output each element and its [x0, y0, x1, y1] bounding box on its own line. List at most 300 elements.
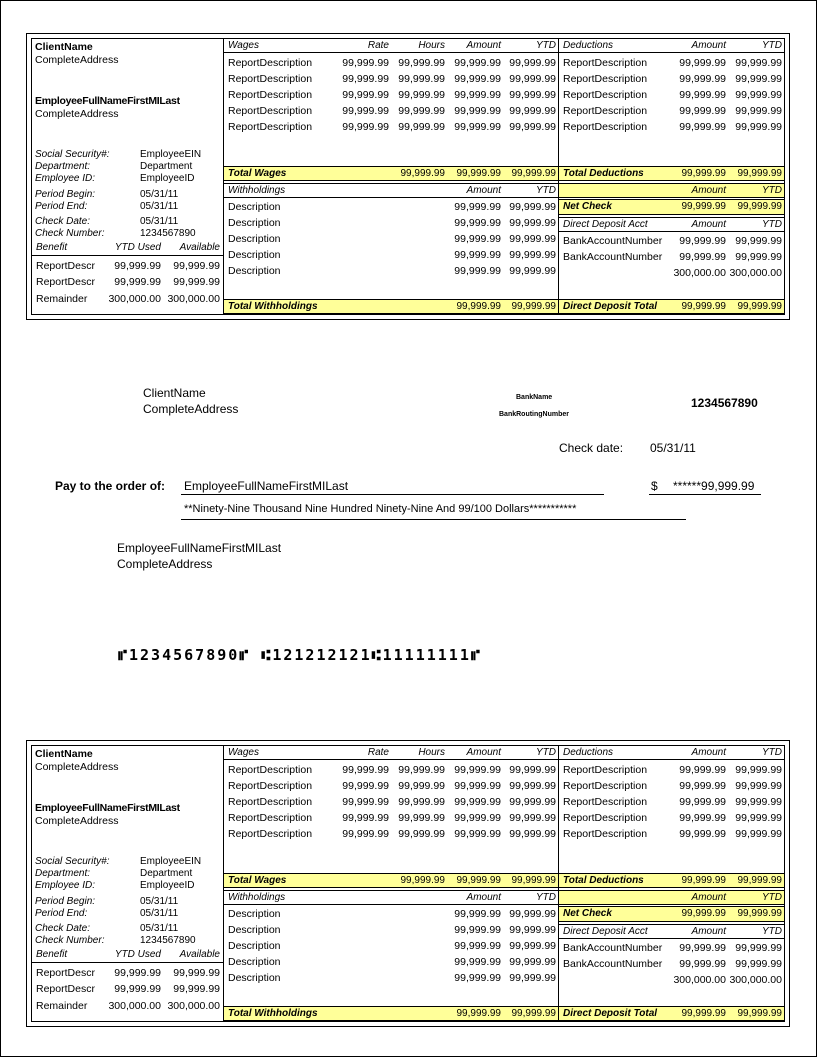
- total-withholdings-label: Total Withholdings: [228, 1008, 318, 1019]
- cell-ytd: 99,999.99: [509, 57, 556, 69]
- cell-hours: 99,999.99: [398, 105, 445, 117]
- cell-amount: 99,999.99: [679, 251, 726, 263]
- net-check-row: [559, 906, 784, 922]
- cell-ytd: 99,999.99: [735, 812, 782, 824]
- net-check-header: [559, 183, 784, 198]
- total-withholdings-ytd: 99,999.99: [511, 1008, 556, 1019]
- dollar-sign: $: [651, 479, 658, 493]
- table-row: [224, 55, 558, 71]
- table-row: [559, 762, 784, 778]
- wages-ytd-header: YTD: [536, 40, 556, 51]
- total-withholdings-ytd: 99,999.99: [511, 301, 556, 312]
- cell-rate: 99,999.99: [342, 73, 389, 85]
- cell-ytd: 99,999.99: [509, 89, 556, 101]
- total-deductions-ytd: 99,999.99: [737, 168, 782, 179]
- table-row: [224, 778, 558, 794]
- cell-rate: 99,999.99: [342, 57, 389, 69]
- cell-desc: Description: [228, 217, 281, 229]
- table-row: [224, 263, 558, 279]
- wages-title: Wages: [228, 40, 259, 51]
- wages-rate-header: Rate: [367, 40, 389, 51]
- cell-desc: BankAccountNumber: [563, 958, 663, 970]
- mail-employee-name: EmployeeFullNameFirstMILast: [117, 541, 282, 555]
- cell-hours: 99,999.99: [398, 796, 445, 808]
- cell-amount: 99,999.99: [679, 121, 726, 133]
- table-row: [224, 906, 558, 922]
- cell-rate: 99,999.99: [342, 828, 389, 840]
- benefit-header-available: Available: [179, 949, 220, 960]
- pay-stub-inner: [31, 38, 785, 315]
- deductions-header: [559, 746, 784, 760]
- total-withholdings-amount: 99,999.99: [456, 1008, 501, 1019]
- cell-ytd: 99,999.99: [735, 942, 782, 954]
- direct-deposit-ytd-header: YTD: [762, 219, 782, 230]
- total-withholdings-row: [224, 1006, 558, 1021]
- direct-deposit-total-ytd: 99,999.99: [737, 301, 782, 312]
- table-row: [559, 265, 784, 281]
- cell-amount: 300,000.00: [673, 974, 726, 986]
- cell-ytd: 99,999.99: [509, 249, 556, 261]
- cell-hours: 99,999.99: [398, 780, 445, 792]
- benefit-name: ReportDescr: [36, 983, 95, 995]
- cell-desc: ReportDescription: [228, 57, 313, 69]
- cell-amount: 99,999.99: [454, 233, 501, 245]
- direct-deposit-title: Direct Deposit Acct: [563, 219, 648, 230]
- cell-rate: 99,999.99: [342, 89, 389, 101]
- net-check-ytd-header: YTD: [762, 185, 782, 196]
- pay-stub: [26, 740, 790, 1027]
- employee-info-column: [32, 746, 224, 1021]
- cell-amount: 99,999.99: [454, 105, 501, 117]
- cell-amount: 99,999.99: [454, 57, 501, 69]
- deductions-ytd-header: YTD: [762, 40, 782, 51]
- cell-desc: Description: [228, 201, 281, 213]
- cell-amount: 99,999.99: [454, 121, 501, 133]
- cell-desc: ReportDescription: [563, 796, 648, 808]
- table-row: [224, 970, 558, 986]
- direct-deposit-total-label: Direct Deposit Total: [563, 1008, 658, 1019]
- cell-desc: Description: [228, 233, 281, 245]
- cell-desc: ReportDescription: [228, 812, 313, 824]
- field-value: 05/31/11: [140, 201, 179, 212]
- cell-ytd: 300,000.00: [729, 974, 782, 986]
- benefit-header-used: YTD Used: [114, 949, 161, 960]
- table-row: [559, 940, 784, 956]
- cell-ytd: 99,999.99: [509, 73, 556, 85]
- net-check-label: Net Check: [563, 201, 612, 212]
- field-label: Employee ID:: [35, 173, 96, 184]
- stub-employee-name: EmployeeFullNameFirstMILast: [35, 802, 180, 814]
- cell-amount: 99,999.99: [679, 89, 726, 101]
- table-row: [559, 810, 784, 826]
- net-check-amount-header: Amount: [691, 892, 726, 903]
- cell-ytd: 99,999.99: [509, 217, 556, 229]
- cell-desc: ReportDescription: [563, 121, 648, 133]
- field-label: Period Begin:: [35, 189, 96, 200]
- cell-amount: 99,999.99: [454, 956, 501, 968]
- cell-ytd: 99,999.99: [735, 764, 782, 776]
- cell-ytd: 99,999.99: [509, 121, 556, 133]
- table-row: [224, 119, 558, 135]
- benefit-available: 300,000.00: [167, 1000, 220, 1012]
- cell-hours: 99,999.99: [398, 57, 445, 69]
- field-label: Period End:: [35, 201, 88, 212]
- cell-desc: ReportDescription: [228, 828, 313, 840]
- cell-rate: 99,999.99: [342, 121, 389, 133]
- cell-desc: ReportDescription: [228, 105, 313, 117]
- net-check-ytd: 99,999.99: [737, 908, 782, 919]
- total-withholdings-amount: 99,999.99: [456, 301, 501, 312]
- withholdings-ytd-header: YTD: [536, 185, 556, 196]
- cell-amount: 99,999.99: [454, 265, 501, 277]
- cell-desc: ReportDescription: [228, 73, 313, 85]
- cell-desc: ReportDescription: [563, 89, 648, 101]
- direct-deposit-total-label: Direct Deposit Total: [563, 301, 658, 312]
- direct-deposit-total-amount: 99,999.99: [681, 1008, 726, 1019]
- wages-amount-header: Amount: [466, 40, 501, 51]
- cell-desc: ReportDescription: [228, 121, 313, 133]
- total-wages-label: Total Wages: [228, 875, 287, 886]
- cell-desc: Description: [228, 908, 281, 920]
- cell-desc: Description: [228, 924, 281, 936]
- cell-amount: 99,999.99: [454, 908, 501, 920]
- cell-rate: 99,999.99: [342, 812, 389, 824]
- table-row: [224, 810, 558, 826]
- total-wages-hours: 99,999.99: [400, 168, 445, 179]
- bank-name: BankName: [516, 394, 553, 401]
- field-label: Employee ID:: [35, 880, 96, 891]
- check-date-label: Check date:: [559, 441, 624, 455]
- withholdings-title: Withholdings: [228, 185, 286, 196]
- benefit-available: 99,999.99: [173, 276, 220, 288]
- total-deductions-row: [559, 166, 784, 181]
- table-row: [224, 71, 558, 87]
- field-label: Social Security#:: [35, 149, 110, 160]
- table-row: [224, 938, 558, 954]
- cell-ytd: 99,999.99: [509, 812, 556, 824]
- total-withholdings-label: Total Withholdings: [228, 301, 318, 312]
- field-label: Check Number:: [35, 228, 105, 239]
- net-check-amount-header: Amount: [691, 185, 726, 196]
- cell-desc: Description: [228, 956, 281, 968]
- pay-stub-inner: [31, 745, 785, 1022]
- benefit-row: [32, 258, 223, 274]
- benefit-name: Remainder: [36, 1000, 88, 1012]
- cell-ytd: 99,999.99: [509, 780, 556, 792]
- direct-deposit-amount-header: Amount: [691, 926, 726, 937]
- benefit-name: ReportDescr: [36, 260, 95, 272]
- wages-title: Wages: [228, 747, 259, 758]
- pay-stub: [26, 33, 790, 320]
- field-label: Check Number:: [35, 935, 105, 946]
- wages-rate-header: Rate: [367, 747, 389, 758]
- total-deductions-amount: 99,999.99: [681, 168, 726, 179]
- wages-hours-header: Hours: [418, 40, 445, 51]
- cell-ytd: 99,999.99: [509, 764, 556, 776]
- table-row: [559, 119, 784, 135]
- cell-ytd: 99,999.99: [735, 828, 782, 840]
- benefit-used: 99,999.99: [114, 260, 161, 272]
- table-row: [559, 55, 784, 71]
- cell-ytd: 99,999.99: [735, 958, 782, 970]
- cell-ytd: 99,999.99: [509, 105, 556, 117]
- direct-deposit-title: Direct Deposit Acct: [563, 926, 648, 937]
- cell-amount: 99,999.99: [454, 217, 501, 229]
- field-label: Period End:: [35, 908, 88, 919]
- cell-hours: 99,999.99: [398, 73, 445, 85]
- table-row: [224, 215, 558, 231]
- benefit-used: 99,999.99: [114, 276, 161, 288]
- cell-ytd: 99,999.99: [509, 828, 556, 840]
- direct-deposit-header: [559, 217, 784, 232]
- cell-ytd: 99,999.99: [509, 940, 556, 952]
- cell-amount: 99,999.99: [679, 942, 726, 954]
- table-row: [224, 87, 558, 103]
- total-deductions-label: Total Deductions: [563, 875, 644, 886]
- benefit-row: [32, 981, 223, 997]
- cell-desc: ReportDescription: [563, 780, 648, 792]
- benefit-used: 300,000.00: [108, 293, 161, 305]
- field-value: EmployeeID: [140, 173, 195, 184]
- cell-amount: 99,999.99: [679, 812, 726, 824]
- cell-desc: ReportDescription: [228, 764, 313, 776]
- cell-ytd: 99,999.99: [509, 924, 556, 936]
- cell-amount: 99,999.99: [679, 235, 726, 247]
- table-row: [559, 794, 784, 810]
- stub-client-address: CompleteAddress: [35, 761, 119, 773]
- deductions-header: [559, 39, 784, 53]
- wages-header: [224, 39, 558, 53]
- direct-deposit-total-amount: 99,999.99: [681, 301, 726, 312]
- table-row: [559, 71, 784, 87]
- table-row: [559, 233, 784, 249]
- net-check-row: [559, 199, 784, 215]
- field-value: 1234567890: [140, 935, 196, 946]
- check-amount: ******99,999.99: [673, 479, 755, 493]
- deductions-title: Deductions: [563, 40, 614, 51]
- withholdings-ytd-header: YTD: [536, 892, 556, 903]
- cell-rate: 99,999.99: [342, 780, 389, 792]
- total-wages-ytd: 99,999.99: [511, 875, 556, 886]
- deductions-amount-header: Amount: [691, 747, 726, 758]
- cell-amount: 99,999.99: [679, 796, 726, 808]
- cell-amount: 300,000.00: [673, 267, 726, 279]
- pay-to-label: Pay to the order of:: [55, 479, 166, 493]
- table-row: [224, 231, 558, 247]
- cell-ytd: 99,999.99: [735, 235, 782, 247]
- net-check-amount: 99,999.99: [681, 908, 726, 919]
- total-wages-row: [224, 166, 558, 181]
- table-row: [559, 826, 784, 842]
- cell-amount: 99,999.99: [679, 828, 726, 840]
- withholdings-amount-header: Amount: [466, 185, 501, 196]
- total-wages-row: [224, 873, 558, 888]
- direct-deposit-total-row: [559, 1006, 784, 1021]
- cell-ytd: 99,999.99: [735, 796, 782, 808]
- wages-ytd-header: YTD: [536, 747, 556, 758]
- benefit-available: 99,999.99: [173, 967, 220, 979]
- benefit-available: 99,999.99: [173, 260, 220, 272]
- total-deductions-label: Total Deductions: [563, 168, 644, 179]
- check-client-name: ClientName: [143, 386, 206, 400]
- payee-name: EmployeeFullNameFirstMILast: [184, 479, 349, 493]
- cell-ytd: 99,999.99: [735, 121, 782, 133]
- cell-desc: ReportDescription: [563, 812, 648, 824]
- field-value: Department: [140, 868, 193, 879]
- cell-amount: 99,999.99: [679, 105, 726, 117]
- direct-deposit-header: [559, 924, 784, 939]
- cell-amount: 99,999.99: [454, 89, 501, 101]
- cell-desc: BankAccountNumber: [563, 942, 663, 954]
- total-deductions-ytd: 99,999.99: [737, 875, 782, 886]
- cell-amount: 99,999.99: [454, 812, 501, 824]
- total-deductions-amount: 99,999.99: [681, 875, 726, 886]
- field-value: EmployeeEIN: [140, 149, 202, 160]
- cell-ytd: 99,999.99: [509, 956, 556, 968]
- cell-desc: ReportDescription: [228, 89, 313, 101]
- total-wages-amount: 99,999.99: [456, 875, 501, 886]
- stub-client-name: ClientName: [35, 41, 93, 53]
- total-wages-label: Total Wages: [228, 168, 287, 179]
- benefit-header-name: Benefit: [36, 949, 68, 960]
- total-wages-amount: 99,999.99: [456, 168, 501, 179]
- cell-rate: 99,999.99: [342, 105, 389, 117]
- field-label: Department:: [35, 868, 91, 879]
- cell-hours: 99,999.99: [398, 812, 445, 824]
- cell-hours: 99,999.99: [398, 764, 445, 776]
- benefit-name: ReportDescr: [36, 276, 95, 288]
- cell-amount: 99,999.99: [679, 780, 726, 792]
- stub-employee-name: EmployeeFullNameFirstMILast: [35, 95, 180, 107]
- cell-amount: 99,999.99: [679, 73, 726, 85]
- cell-ytd: 99,999.99: [509, 908, 556, 920]
- cell-amount: 99,999.99: [454, 796, 501, 808]
- cell-desc: ReportDescription: [563, 73, 648, 85]
- cell-amount: 99,999.99: [454, 828, 501, 840]
- field-label: Check Date:: [35, 923, 91, 934]
- wages-hours-header: Hours: [418, 747, 445, 758]
- cell-desc: Description: [228, 265, 281, 277]
- total-deductions-row: [559, 873, 784, 888]
- benefit-header: [32, 949, 223, 963]
- table-row: [224, 247, 558, 263]
- withholdings-amount-header: Amount: [466, 892, 501, 903]
- withholdings-header: [224, 183, 558, 198]
- table-row: [559, 972, 784, 988]
- field-value: 05/31/11: [140, 216, 179, 227]
- check-number: 1234567890: [691, 396, 758, 410]
- table-row: [224, 954, 558, 970]
- field-value: 05/31/11: [140, 896, 179, 907]
- benefit-available: 300,000.00: [167, 293, 220, 305]
- deductions-column: [559, 39, 784, 314]
- bank-routing-number: BankRoutingNumber: [499, 411, 569, 418]
- benefit-row: [32, 274, 223, 290]
- check-date: 05/31/11: [650, 441, 696, 455]
- cell-desc: ReportDescription: [563, 57, 648, 69]
- net-check-header: [559, 890, 784, 905]
- field-value: Department: [140, 161, 193, 172]
- stub-employee-address: CompleteAddress: [35, 815, 119, 827]
- deductions-column: [559, 746, 784, 1021]
- mail-employee-address: CompleteAddress: [117, 557, 213, 571]
- cell-amount: 99,999.99: [454, 73, 501, 85]
- benefit-row: [32, 291, 223, 307]
- stub-client-name: ClientName: [35, 748, 93, 760]
- cell-ytd: 99,999.99: [509, 265, 556, 277]
- total-wages-hours: 99,999.99: [400, 875, 445, 886]
- cell-ytd: 99,999.99: [735, 780, 782, 792]
- table-row: [559, 956, 784, 972]
- wages-withholdings-column: [224, 39, 559, 314]
- cell-desc: Description: [228, 972, 281, 984]
- cell-desc: ReportDescription: [563, 764, 648, 776]
- amount-words: **Ninety-Nine Thousand Nine Hundred Ninety-Nine And 99/100 Dollars***********: [184, 503, 577, 515]
- net-check-ytd: 99,999.99: [737, 201, 782, 212]
- field-value: 05/31/11: [140, 908, 179, 919]
- deductions-ytd-header: YTD: [762, 747, 782, 758]
- table-row: [224, 762, 558, 778]
- deductions-title: Deductions: [563, 747, 614, 758]
- table-row: [224, 922, 558, 938]
- direct-deposit-total-row: [559, 299, 784, 314]
- field-value: EmployeeEIN: [140, 856, 202, 867]
- cell-ytd: 99,999.99: [509, 972, 556, 984]
- benefit-header: [32, 242, 223, 256]
- table-row: [559, 103, 784, 119]
- benefit-header-used: YTD Used: [114, 242, 161, 253]
- table-row: [559, 87, 784, 103]
- net-check-label: Net Check: [563, 908, 612, 919]
- benefit-header-available: Available: [179, 242, 220, 253]
- cell-desc: ReportDescription: [563, 828, 648, 840]
- cell-amount: 99,999.99: [679, 57, 726, 69]
- cell-ytd: 99,999.99: [509, 796, 556, 808]
- benefit-header-name: Benefit: [36, 242, 68, 253]
- benefit-row: [32, 998, 223, 1014]
- table-row: [559, 778, 784, 794]
- cell-hours: 99,999.99: [398, 89, 445, 101]
- benefit-used: 99,999.99: [114, 967, 161, 979]
- cell-amount: 99,999.99: [454, 940, 501, 952]
- table-row: [224, 199, 558, 215]
- field-label: Social Security#:: [35, 856, 110, 867]
- cell-amount: 99,999.99: [454, 972, 501, 984]
- micr-line: ⑈1234567890⑈ ⑆121212121⑆11111111⑈: [118, 646, 482, 664]
- table-row: [224, 794, 558, 810]
- cell-amount: 99,999.99: [454, 764, 501, 776]
- cell-ytd: 300,000.00: [729, 267, 782, 279]
- stub-client-address: CompleteAddress: [35, 54, 119, 66]
- benefit-name: ReportDescr: [36, 967, 95, 979]
- cell-ytd: 99,999.99: [735, 57, 782, 69]
- total-withholdings-row: [224, 299, 558, 314]
- direct-deposit-amount-header: Amount: [691, 219, 726, 230]
- cell-desc: ReportDescription: [228, 780, 313, 792]
- table-row: [224, 103, 558, 119]
- cell-amount: 99,999.99: [679, 958, 726, 970]
- withholdings-header: [224, 890, 558, 905]
- cell-ytd: 99,999.99: [735, 105, 782, 117]
- field-value: 05/31/11: [140, 189, 179, 200]
- stub-employee-address: CompleteAddress: [35, 108, 119, 120]
- cell-ytd: 99,999.99: [735, 73, 782, 85]
- table-row: [559, 249, 784, 265]
- cell-desc: BankAccountNumber: [563, 251, 663, 263]
- cell-amount: 99,999.99: [679, 764, 726, 776]
- field-label: Department:: [35, 161, 91, 172]
- direct-deposit-ytd-header: YTD: [762, 926, 782, 937]
